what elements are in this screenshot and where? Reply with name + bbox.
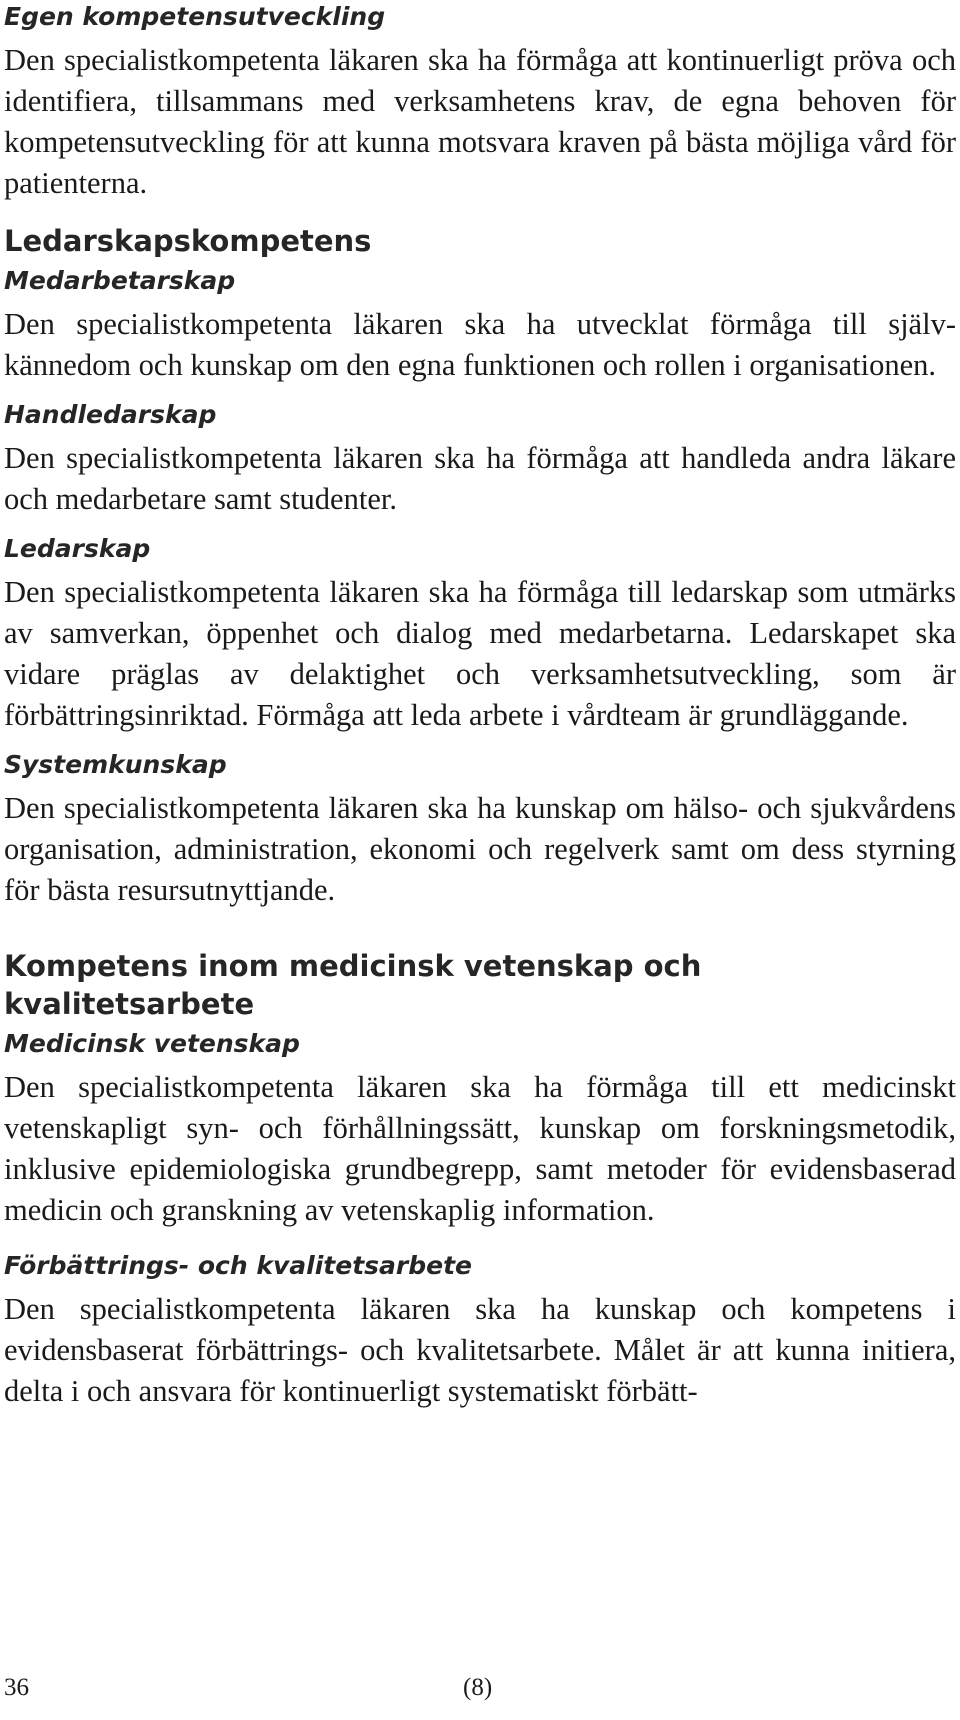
paragraph-medicinsk-vetenskap: Den specialistkompetenta läkaren ska ha förmåga till ett medicinskt vetenskapligt syn- och förhållningssätt, kunskap om forskningsmetodik, inklusive epidemiologiska grundbegrepp, samt metoder för evidensbaserad medicin och granskning av vetenskaplig information.: [4, 1070, 956, 1227]
heading-kompetens-vetenskap: Kompetens inom medicinsk vetenskap och kvalitetsarbete: [4, 949, 702, 1021]
page-number: 36: [4, 1674, 29, 1701]
heading-ledarskap: Ledarskap: [4, 534, 151, 563]
paragraph-systemkunskap: Den specialistkompetenta läkaren ska ha kunskap om hälso- och sjukvårdens organisation, administration, ekonomi och regelverk samt om dess styrning för bästa resursutnyttjande.: [4, 791, 956, 907]
heading-egen-kompetensutveckling: Egen kompetensutveckling: [4, 2, 386, 31]
heading-ledarskapskompetens: Ledarskapskompetens: [4, 224, 372, 258]
paragraph-forbattrings-kvalitetsarbete: Den specialistkompetenta läkaren ska ha kunskap och kompetens i evidensbaserat förbättrings- och kvalitetsarbete. Målet är att kunna initiera, delta i och ansvara för kontinuerligt systematiskt förbätt-: [4, 1292, 956, 1408]
heading-medicinsk-vetenskap: Medicinsk vetenskap: [4, 1029, 300, 1058]
page-footer: [4, 1668, 956, 1708]
heading-handledarskap: Handledarskap: [4, 400, 217, 429]
paragraph-egen-kompetensutveckling: Den specialistkompetenta läkaren ska ha förmåga att kontinuerligt pröva och identifiera, tillsammans med verksamhetens krav, de egna behoven för kompetensutveckling för att kunna motsvara kraven på bästa möjliga vård för patienterna.: [4, 43, 956, 200]
document-page: [4, 0, 956, 1720]
heading-systemkunskap: Systemkunskap: [4, 750, 227, 779]
paragraph-medarbetarskap: Den specialistkompetenta läkaren ska ha utvecklat förmåga till självkännedom och kunskap om den egna funktionen och rollen i organisationen.: [4, 307, 956, 382]
paragraph-handledarskap: Den specialistkompetenta läkaren ska ha förmåga att handleda andra läkare och medarbetare samt studenter.: [4, 441, 956, 516]
page-marker: (8): [463, 1674, 493, 1701]
heading-medarbetarskap: Medarbetarskap: [4, 266, 236, 295]
paragraph-ledarskap: Den specialistkompetenta läkaren ska ha förmåga till ledarskap som utmärks av samverkan, öppenhet och dialog med medarbetarna. Ledarskapet ska vidare präglas av delaktighet och verksamhetsutveckling, som är förbättringsinriktad. Förmåga att leda arbete i vårdteam är grundläggande.: [4, 575, 956, 732]
heading-forbattrings-kvalitetsarbete: Förbättrings- och kvalitetsarbete: [4, 1251, 472, 1280]
